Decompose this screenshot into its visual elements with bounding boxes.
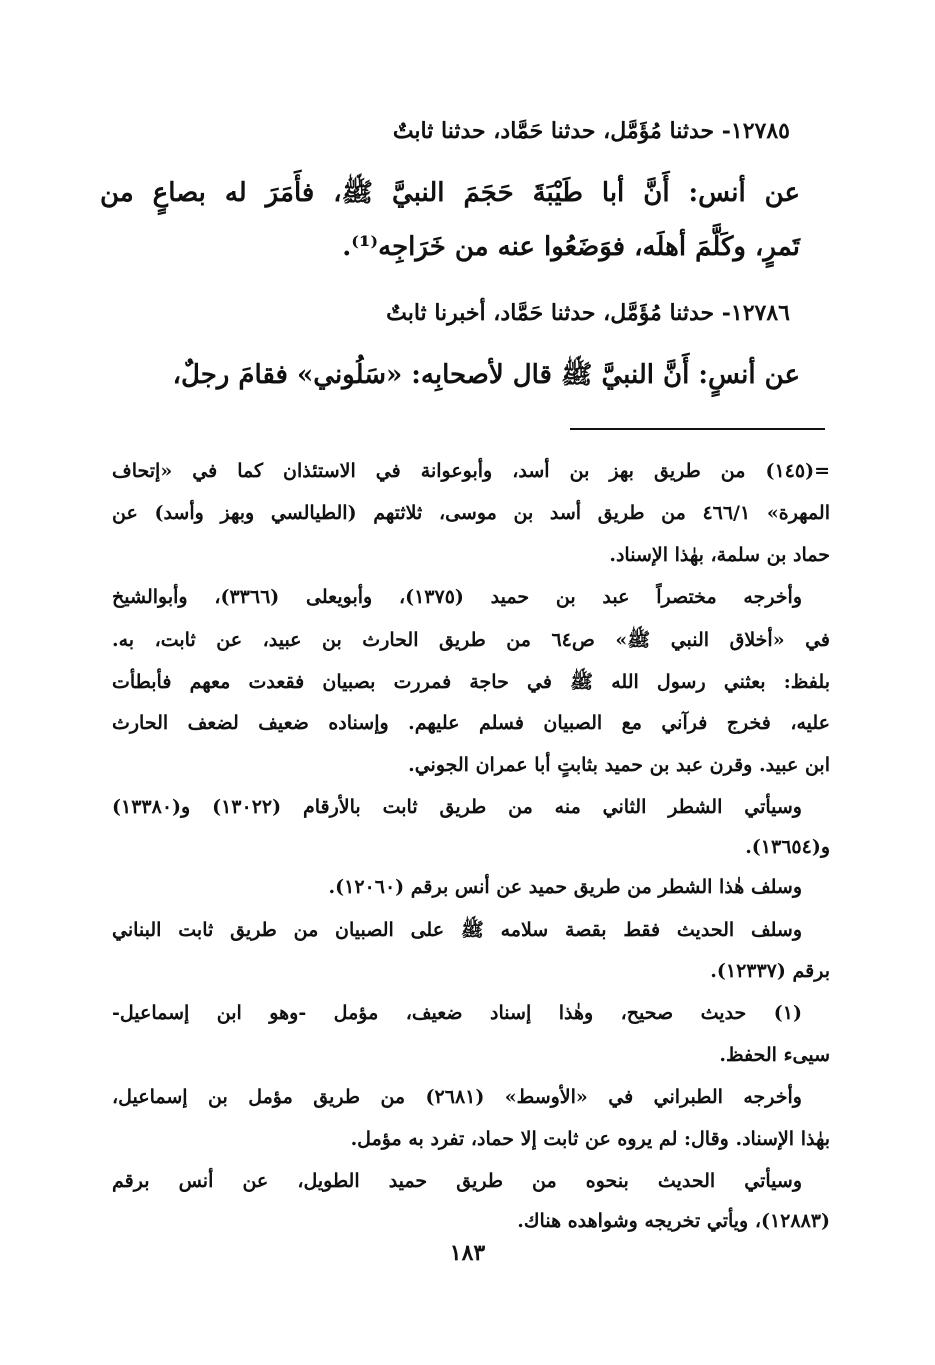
hadith-matn-line: عن أنس: أَنَّ أبا طَيْبَةَ حَجَمَ النبيَّ ﷺ، فأَمَرَ له بصاعٍ من xyxy=(100,178,800,208)
hadith-header: ١٢٧٨٦- حدثنا مُؤَمَّل، حدثنا حَمَّاد، أخبرنا ثابتٌ xyxy=(386,300,790,326)
footnote-line: وسلف الحديث فقط بقصة سلامه ﷺ على الصبيان من طريق ثابت البناني xyxy=(112,919,802,941)
footnote-line: وسيأتي الحديث بنحوه من طريق حميد الطويل، عن أنس برقم xyxy=(112,1170,802,1192)
footnote-line: (١) حديث صحيح، وهٰذا إسناد ضعيف، مؤمل -وهو ابن إسماعيل- xyxy=(112,1002,802,1024)
footnote-line: في «أخلاق النبي ﷺ» ص٦٤ من طريق الحارث بن عبيد، عن ثابت، به. xyxy=(112,629,831,651)
footnote-line: المهرة» ٤٦٦/١ من طريق أسد بن موسى، ثلاثتهم (الطيالسي وبهز وأسد) عن xyxy=(112,502,830,524)
footnote-line: بلفظ: بعثني رسول الله ﷺ في حاجة فمررت بصبيان فقعدت معهم فأبطأت xyxy=(112,671,830,693)
hadith-matn-line: تَمرٍ، وكَلَّمَ أهلَه، فوَضَعُوا عنه من خَرَاجِه⁽¹⁾. xyxy=(342,232,800,262)
footnote-line: (١٢٨٨٣)، ويأتي تخريجه وشواهده هناك. xyxy=(517,1210,830,1232)
footnote-line: سيىء الحفظ. xyxy=(719,1044,830,1066)
footnote-line: و(١٣٦٥٤). xyxy=(745,836,830,858)
footnote-line: ابن عبيد. وقرن عبد بن حميد بثابتٍ أبا عمران الجوني. xyxy=(408,754,830,776)
footnote-line: وسيأتي الشطر الثاني منه من طريق ثابت بالأرقام (١٣٠٢٢) و(١٣٣٨٠) xyxy=(112,796,802,818)
footnote-line: وأخرجه الطبراني في «الأوسط» (٢٦٨١) من طريق مؤمل بن إسماعيل، xyxy=(112,1086,802,1108)
footnote-line: وسلف هٰذا الشطر من طريق حميد عن أنس برقم (١٢٠٦٠). xyxy=(328,876,802,898)
footnote-line: بهٰذا الإسناد. وقال: لم يروه عن ثابت إلا حماد، تفرد به مؤمل. xyxy=(350,1128,830,1150)
footnote-line: عليه، فخرج فرآني مع الصبيان فسلم عليهم. وإسناده ضعيف لضعف الحارث xyxy=(112,712,830,734)
footnote-line: =(١٤٥) من طريق بهز بن أسد، وأبوعوانة في الاستئذان كما في «إتحاف xyxy=(112,460,830,482)
hadith-header: ١٢٧٨٥- حدثنا مُؤَمَّل، حدثنا حَمَّاد، حدثنا ثابتٌ xyxy=(392,118,790,144)
footnote-line: وأخرجه مختصراً عبد بن حميد (١٣٧٥)، وأبويعلى (٣٣٦٦)، وأبوالشيخ xyxy=(112,586,803,608)
footnote-separator xyxy=(570,428,825,430)
page-number: ١٨٣ xyxy=(449,1240,486,1266)
hadith-matn-line: عن أنسٍ: أَنَّ النبيَّ ﷺ قال لأصحابِه: «سَلُوني» فقامَ رجلٌ، xyxy=(172,360,800,390)
footnote-line: برقم (١٢٣٣٧). xyxy=(710,960,830,982)
footnote-line: حماد بن سلمة، بهٰذا الإسناد. xyxy=(609,544,830,566)
